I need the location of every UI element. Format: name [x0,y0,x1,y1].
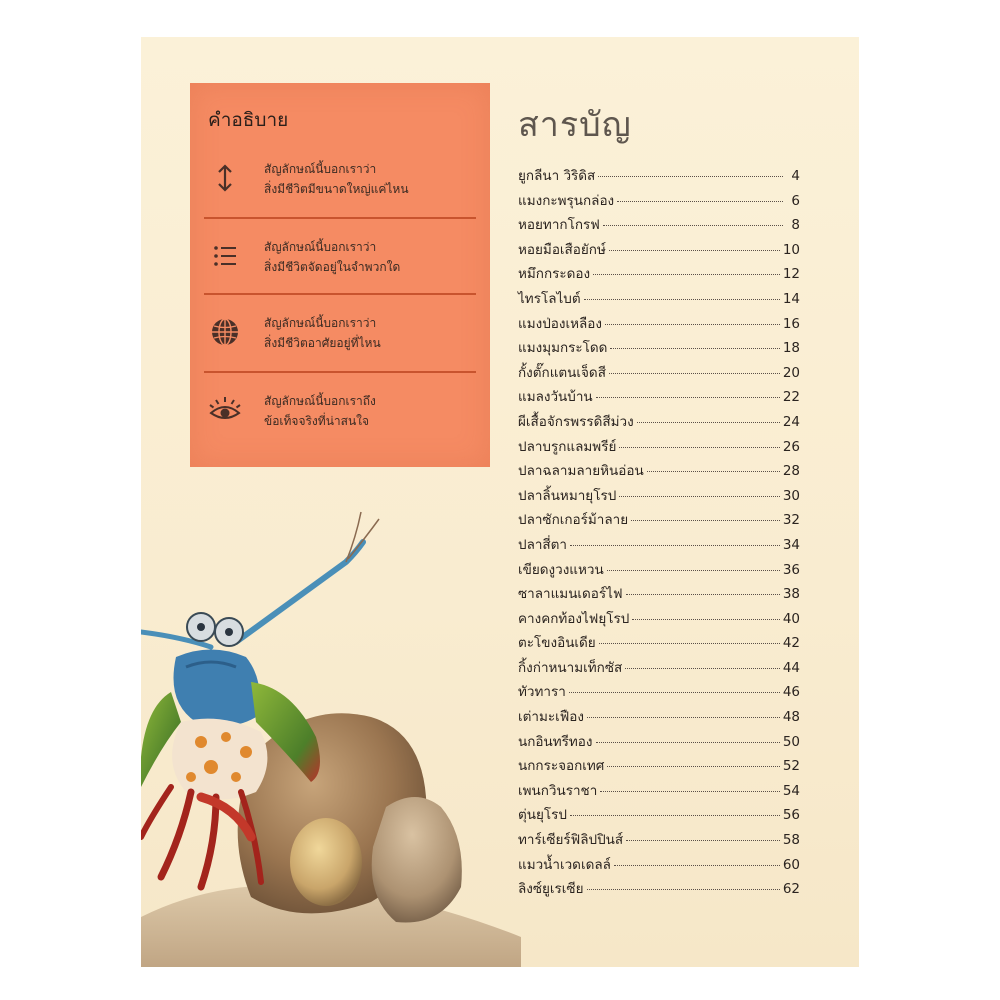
toc-leader-dots [607,766,779,767]
toc-leader-dots [631,520,780,521]
toc-entry [518,385,800,410]
toc-leader-dots [599,643,780,644]
toc-leader-dots [569,692,780,693]
toc-leader-dots [609,373,780,374]
toc-entry [518,582,800,607]
toc-list [518,164,800,902]
toc-entry [518,877,800,902]
toc-entry [518,631,800,656]
toc-entry-name: ปลาฉลามลายหินอ่อน [518,463,644,480]
toc-leader-dots [609,250,780,251]
toc-entry [518,607,800,632]
toc-entry [518,656,800,681]
divider [204,371,476,373]
toc-entry-page: 10 [782,241,800,258]
toc-entry [518,336,800,361]
toc-entry-page: 22 [782,389,800,406]
toc-entry-name: แมวน้ำเวดเดลล์ [518,856,611,873]
toc-entry [518,828,800,853]
toc-leader-dots [603,225,783,226]
legend-item-habitat [204,305,476,365]
toc-entry-page: 62 [782,881,800,898]
toc-entry [518,680,800,705]
toc-entry [518,459,800,484]
toc-entry-page: 34 [782,536,800,553]
toc-leader-dots [570,545,780,546]
legend-text-line1: สัญลักษณ์นี้บอกเราว่า [264,162,377,176]
toc-entry-page: 20 [782,364,800,381]
toc-entry-name: คางคกท้องไฟยุโรป [518,610,630,627]
toc-entry-name: แมลงวันบ้าน [518,389,593,406]
toc-title: สารบัญ [518,105,632,145]
toc-entry-name: ปลาลิ้นหมายุโรป [518,487,617,504]
toc-entry [518,803,800,828]
toc-entry-name: กิ้งก่าหนามเท็กซัส [518,659,623,676]
toc-entry-name: นกกระจอกเทศ [518,758,605,775]
toc-entry [518,262,800,287]
divider [204,217,476,219]
legend-text-line2: สิ่งมีชีวิตอาศัยอยู่ที่ไหน [264,336,381,350]
toc-leader-dots [625,668,780,669]
toc-entry-name: เขียดงูวงแหวน [518,561,604,578]
toc-entry [518,312,800,337]
toc-entry-page: 48 [782,709,800,726]
toc-leader-dots [610,348,779,349]
toc-entry-name: ตุ่นยุโรป [518,807,567,824]
toc-entry-page: 14 [782,290,800,307]
up-down-arrow-icon [208,161,242,195]
toc-entry-name: หมึกกระดอง [518,266,591,283]
toc-entry-page: 26 [782,438,800,455]
toc-entry-name: ปลาบรูกแลมพรีย์ [518,438,617,455]
toc-entry [518,508,800,533]
legend-item-classification [204,229,476,289]
toc-leader-dots [647,471,780,472]
toc-entry-page: 36 [782,561,800,578]
toc-leader-dots [619,447,779,448]
toc-leader-dots [626,840,780,841]
toc-leader-dots [614,865,780,866]
legend-text [264,391,376,431]
toc-entry-name: หอยมือเสือยักษ์ [518,241,606,258]
legend-text [264,237,400,277]
legend-item-fact [204,383,476,443]
toc-entry-page: 24 [782,413,800,430]
toc-leader-dots [593,274,780,275]
legend-text [264,159,409,199]
toc-leader-dots [584,299,780,300]
toc-entry-page: 38 [782,586,800,603]
toc-entry [518,410,800,435]
toc-entry [518,533,800,558]
toc-entry-page: 12 [782,266,800,283]
toc-entry-name: กั้งตั๊กแตนเจ็ดสี [518,364,606,381]
legend-text-line2: ข้อเท็จจริงที่น่าสนใจ [264,414,370,428]
toc-entry [518,730,800,755]
legend-text-line1: สัญลักษณ์นี้บอกเราว่า [264,316,377,330]
toc-entry-name: ทาร์เซียร์ฟิลิปปินส์ [518,832,624,849]
mantis-shrimp-illustration [141,507,521,967]
toc-entry-name: ตะโขงอินเดีย [518,635,596,652]
divider [204,293,476,295]
globe-icon [208,315,242,349]
toc-entry-page: 56 [782,807,800,824]
toc-entry-page: 60 [782,856,800,873]
toc-entry [518,558,800,583]
legend-item-size [204,151,476,211]
toc-leader-dots [587,717,780,718]
toc-leader-dots [600,791,780,792]
toc-entry-name: ซาลาแมนเดอร์ไฟ [518,586,623,603]
toc-entry-name: หอยทากโกรฟ [518,217,600,234]
toc-entry-page: 42 [782,635,800,652]
toc-leader-dots [596,397,780,398]
toc-entry-name: แมงกะพรุนกล่อง [518,192,615,209]
toc-entry-page: 32 [782,512,800,529]
toc-entry [518,361,800,386]
toc-leader-dots [570,815,780,816]
toc-entry [518,164,800,189]
legend-text-line1: สัญลักษณ์นี้บอกเราถึง [264,394,376,408]
toc-entry-page: 6 [791,192,800,209]
legend-title: คำอธิบาย [208,109,289,131]
toc-entry-page: 52 [782,758,800,775]
toc-entry [518,853,800,878]
toc-entry-page: 18 [782,340,800,357]
toc-entry-name: ลิงซ์ยูเรเซีย [518,881,584,898]
toc-entry-name: ยูกลีนา วิริดิส [518,168,596,184]
toc-entry [518,484,800,509]
toc-entry [518,435,800,460]
toc-entry-name: ปลาสี่ตา [518,536,568,553]
legend-text-line1: สัญลักษณ์นี้บอกเราว่า [264,240,377,254]
toc-leader-dots [632,619,779,620]
eye-icon [208,393,242,427]
toc-entry-page: 58 [782,832,800,849]
toc-leader-dots [626,594,780,595]
toc-entry-page: 30 [782,487,800,504]
toc-entry-page: 46 [782,684,800,701]
toc-entry-name: ไทรโลไบต์ [518,290,581,307]
toc-leader-dots [596,742,780,743]
toc-leader-dots [587,889,780,890]
toc-entry-name: ปลาซักเกอร์ม้าลาย [518,512,629,529]
toc-entry [518,705,800,730]
toc-leader-dots [607,570,780,571]
toc-leader-dots [619,496,780,497]
toc-leader-dots [617,201,783,202]
book-page [141,37,859,967]
list-icon [208,239,242,273]
toc-entry-name: ทัวทารา [518,684,566,701]
toc-entry [518,779,800,804]
toc-entry-name: แมงมุมกระโดด [518,340,608,357]
toc-entry-page: 16 [782,315,800,332]
toc-entry-page: 40 [782,610,800,627]
toc-entry [518,213,800,238]
toc-entry-name: เต่ามะเฟือง [518,709,584,726]
toc-entry-page: 50 [782,733,800,750]
toc-entry-page: 28 [782,463,800,480]
legend-text-line2: สิ่งมีชีวิตมีขนาดใหญ่แค่ไหน [264,182,409,196]
legend-box [190,83,490,467]
toc-leader-dots [637,422,780,423]
legend-text-line2: สิ่งมีชีวิตจัดอยู่ในจำพวกใด [264,260,401,274]
toc-entry [518,754,800,779]
toc-entry [518,287,800,312]
toc-entry-name: แมงป่องเหลือง [518,315,602,332]
toc-leader-dots [598,176,783,177]
toc-entry-page: 54 [782,782,800,799]
toc-entry-page: 44 [782,659,800,676]
toc-entry-page: 8 [791,217,800,234]
toc-entry-name: นกอินทรีทอง [518,733,593,750]
toc-leader-dots [605,324,780,325]
toc-entry [518,189,800,214]
toc-entry-name: เพนกวินราชา [518,782,598,799]
toc-entry-page: 4 [791,168,800,184]
toc-entry [518,238,800,263]
legend-text [264,313,381,353]
toc-entry-name: ผีเสื้อจักรพรรดิสีม่วง [518,413,634,430]
